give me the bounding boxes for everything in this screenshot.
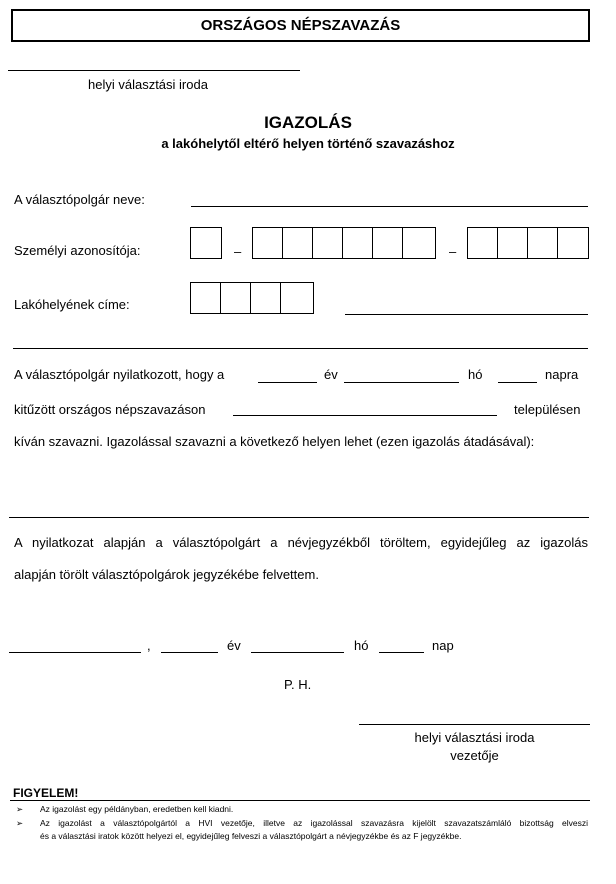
- document-subtitle: a lakóhelytől eltérő helyen történő szavazáshoz: [161, 136, 455, 151]
- postcode-box[interactable]: [251, 283, 281, 313]
- id-box[interactable]: [498, 228, 528, 258]
- declaration-text-1: A választópolgár nyilatkozott, hogy a: [14, 367, 225, 382]
- address-street-field[interactable]: [13, 348, 588, 349]
- id-box[interactable]: [373, 228, 403, 258]
- declaration-text-2: kitűzött országos népszavazáson: [14, 402, 206, 417]
- date-comma: ,: [147, 638, 151, 653]
- place-field[interactable]: [9, 652, 141, 653]
- statement-line-1: A nyilatkozat alapján a választópolgárt a névjegyzékből töröltem, egyidejűleg az igazolás: [14, 535, 588, 550]
- id-separator: –: [449, 244, 457, 259]
- bullet-icon: ➢: [16, 804, 24, 814]
- id-box[interactable]: [558, 228, 588, 258]
- id-box[interactable]: [283, 228, 313, 258]
- settlement-label: településen: [514, 402, 581, 417]
- postcode-boxes[interactable]: [190, 282, 314, 314]
- id-box[interactable]: [528, 228, 558, 258]
- declaration-text-3: kíván szavazni. Igazolással szavazni a következő helyen lehet (ezen igazolás átadásával):: [14, 434, 535, 449]
- stamp-placeholder: P. H.: [284, 677, 312, 692]
- month-label: hó: [468, 367, 483, 382]
- id-box[interactable]: [191, 228, 221, 258]
- year-field[interactable]: [258, 382, 317, 383]
- sign-day-field[interactable]: [379, 652, 424, 653]
- signature-field[interactable]: [359, 724, 590, 725]
- sign-month-field[interactable]: [251, 652, 344, 653]
- name-field[interactable]: [191, 206, 588, 207]
- name-label: A választópolgár neve:: [14, 192, 145, 207]
- id-box[interactable]: [343, 228, 373, 258]
- document-title: IGAZOLÁS: [264, 113, 352, 132]
- id-label: Személyi azonosítója:: [14, 243, 141, 258]
- voting-location-field[interactable]: [9, 517, 589, 518]
- sign-year-label: év: [227, 638, 241, 653]
- sign-year-field[interactable]: [161, 652, 218, 653]
- id-box[interactable]: [468, 228, 498, 258]
- day-label: napra: [545, 367, 579, 382]
- warning-item-2a: Az igazolást a választópolgártól a HVI vezetője, illetve az igazolással szavazásra kijelölt szavazatszámláló bizottság elveszi: [40, 818, 588, 828]
- warning-item-2b: és a választási iratok között helyezi el, egyidejűleg felveszi a választópolgárt a névjegyzékbe és az F jegyzékbe.: [40, 831, 462, 841]
- id-box[interactable]: [403, 228, 433, 258]
- warning-divider: [10, 800, 590, 801]
- address-city-field[interactable]: [345, 314, 588, 315]
- settlement-field[interactable]: [233, 415, 497, 416]
- postcode-box[interactable]: [191, 283, 221, 313]
- address-label: Lakóhelyének címe:: [14, 297, 130, 312]
- sign-day-label: nap: [432, 638, 454, 653]
- warning-title: FIGYELEM!: [13, 786, 79, 800]
- id-box[interactable]: [253, 228, 283, 258]
- signature-label-1: helyi választási iroda: [414, 730, 535, 745]
- id-separator: –: [234, 244, 242, 259]
- header-title: ORSZÁGOS NÉPSZAVAZÁS: [200, 17, 401, 34]
- id-box-group-1[interactable]: [190, 227, 222, 259]
- id-box-group-3[interactable]: [467, 227, 589, 259]
- id-box[interactable]: [313, 228, 343, 258]
- postcode-box[interactable]: [221, 283, 251, 313]
- signature-label-2: vezetője: [450, 748, 499, 763]
- id-box-group-2[interactable]: [252, 227, 436, 259]
- document-header: [11, 9, 590, 42]
- bullet-icon: ➢: [16, 818, 24, 828]
- month-field[interactable]: [344, 382, 459, 383]
- sign-month-label: hó: [354, 638, 369, 653]
- day-field[interactable]: [498, 382, 537, 383]
- office-name-line[interactable]: [8, 70, 300, 71]
- statement-line-2: alapján törölt választópolgárok jegyzékébe felvettem.: [14, 567, 319, 582]
- postcode-box[interactable]: [281, 283, 311, 313]
- office-label: helyi választási iroda: [88, 77, 208, 92]
- warning-item-1: Az igazolást egy példányban, eredetben kell kiadni.: [40, 804, 234, 814]
- year-label: év: [324, 367, 338, 382]
